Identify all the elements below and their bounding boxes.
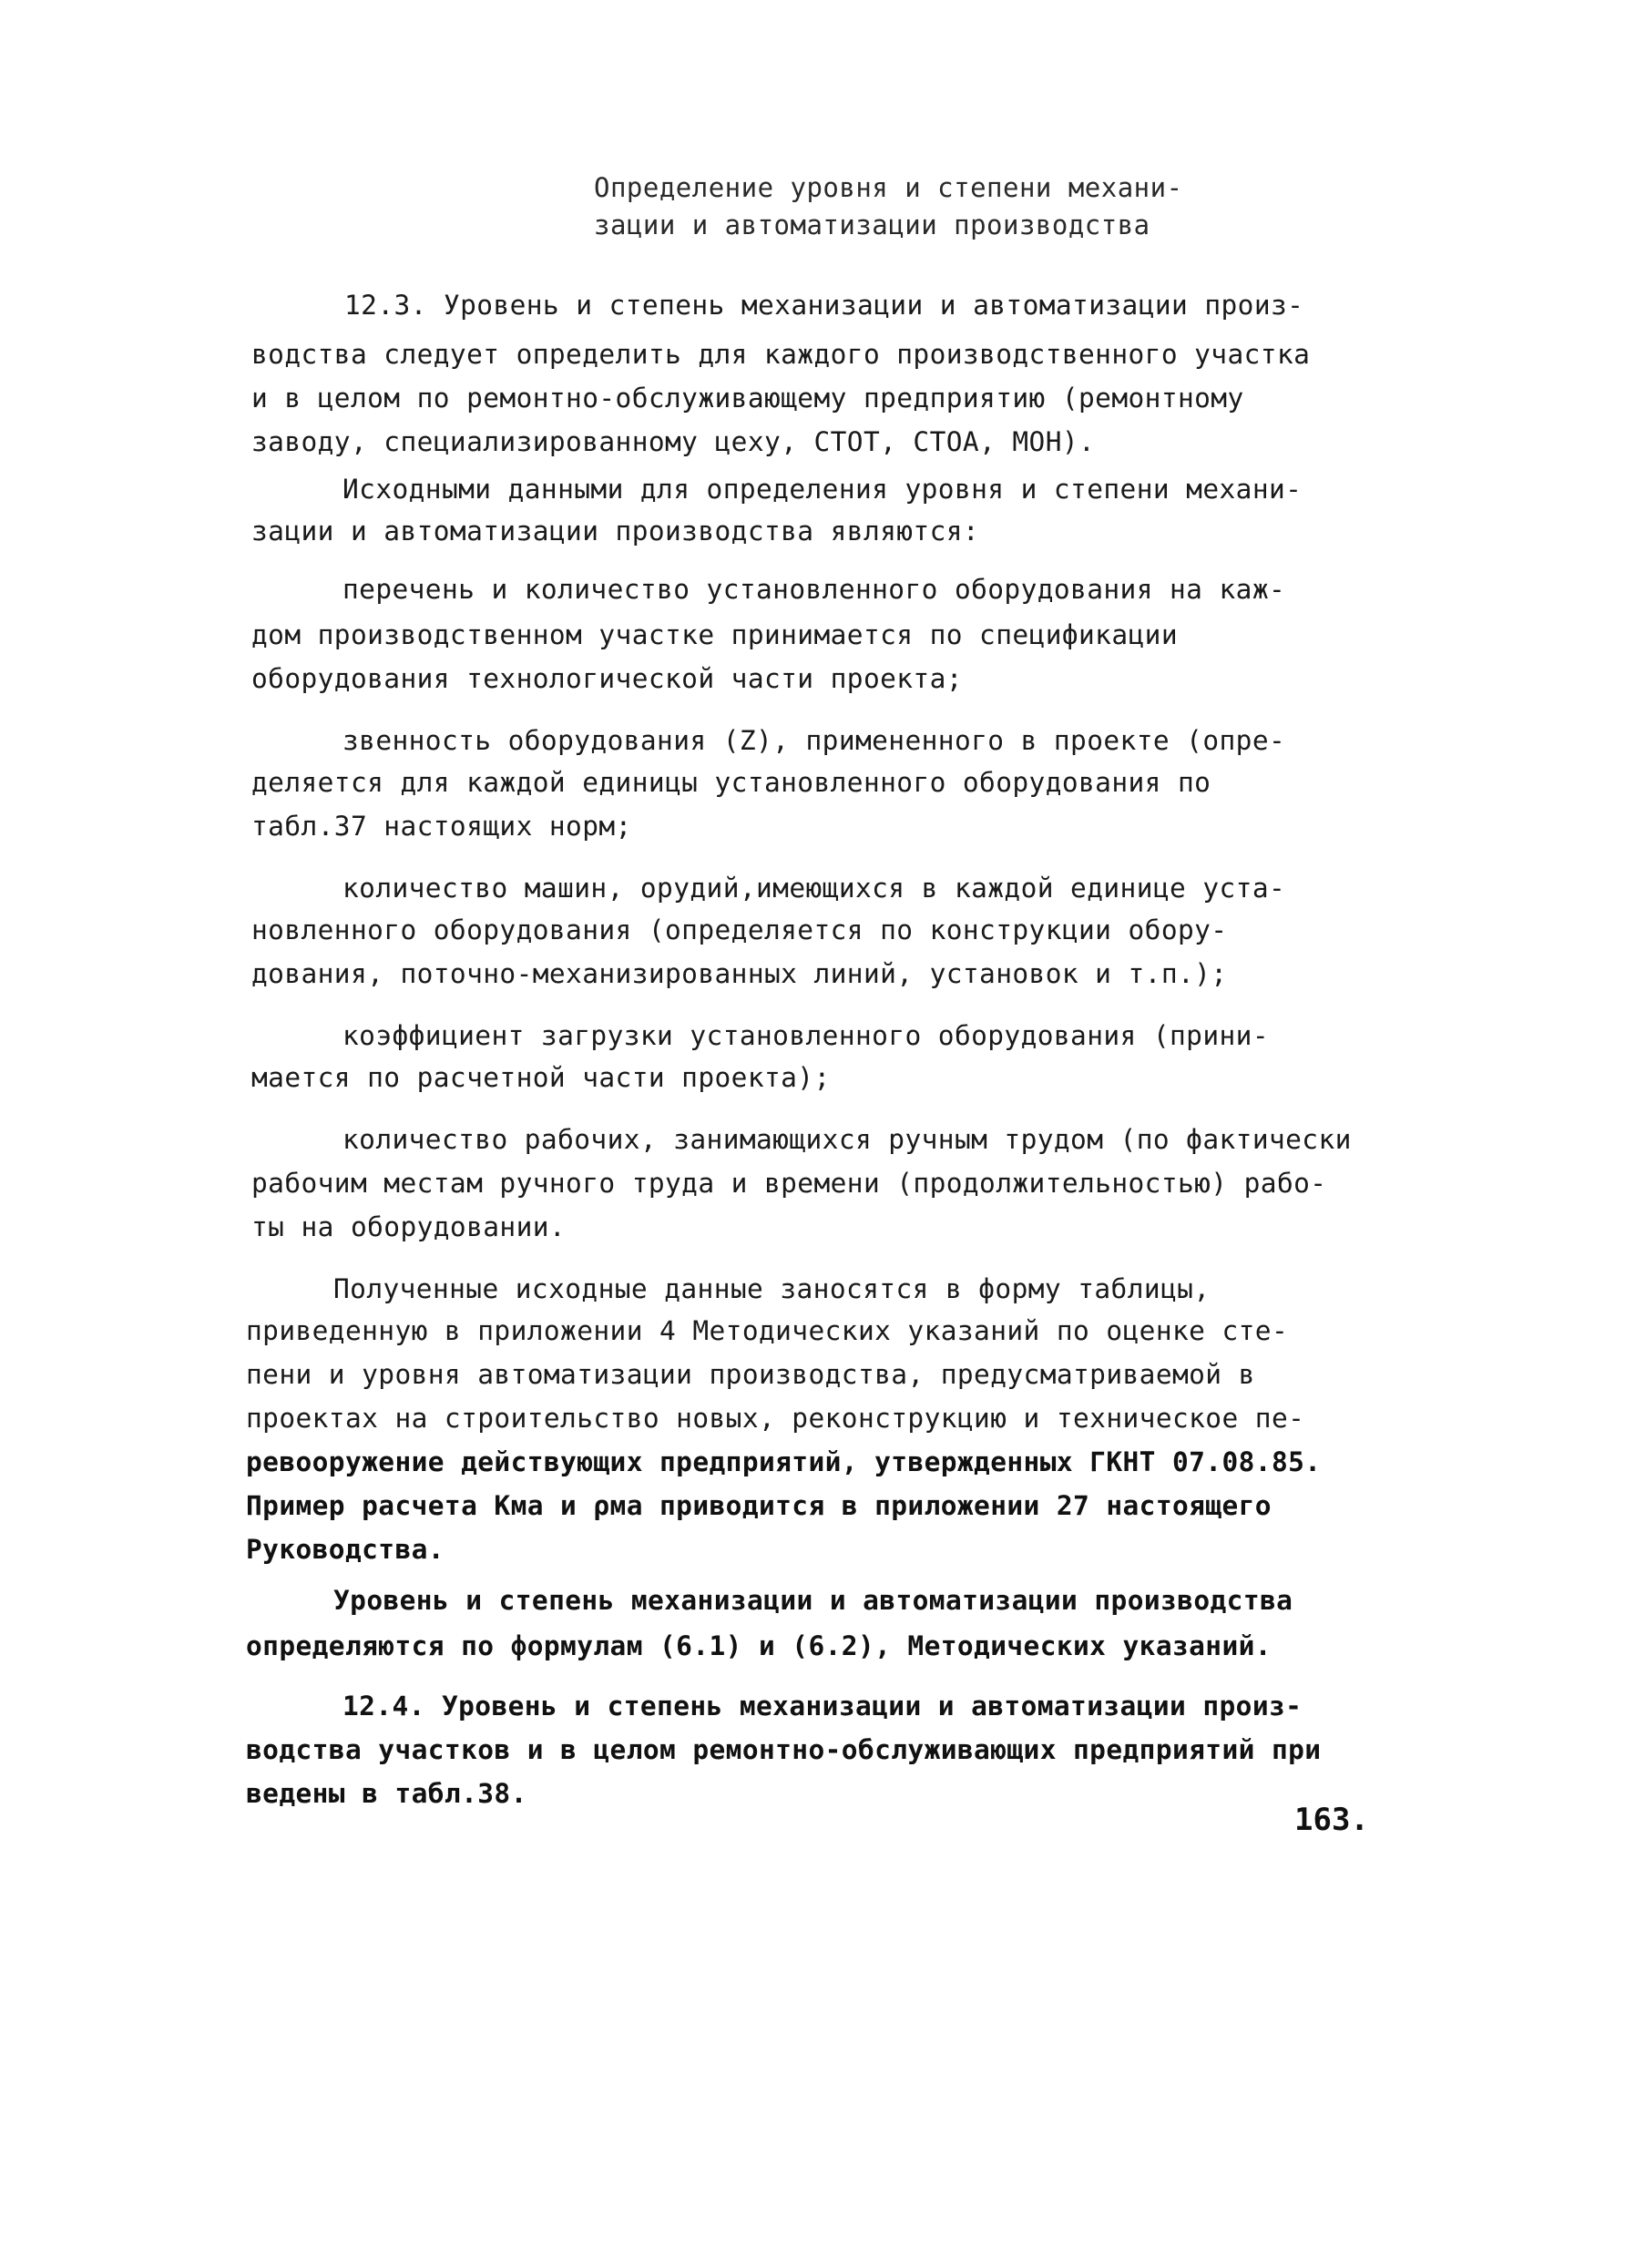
list-item-line: дования, поточно-механизированных линий, установок и т.п.); [251, 958, 1228, 989]
paragraph-line: заводу, специализированному цеху, СТОТ, СТОА, МОН). [251, 426, 1096, 457]
paragraph-line: водства следует определить для каждого производственного участка [251, 339, 1311, 370]
paragraph-line: 12.3. Уровень и степень механизации и автоматизации произ- [344, 290, 1304, 321]
list-item-line: коэффициент загрузки установленного оборудования (прини- [342, 1020, 1269, 1051]
paragraph-line: ревооружение действующих предприятий, утвержденных ГКНТ 07.08.85. [246, 1446, 1322, 1477]
list-item-line: мается по расчетной части проекта); [251, 1062, 831, 1093]
paragraph-line: пени и уровня автоматизации производства, предусматриваемой в [246, 1359, 1255, 1390]
list-item-line: ты на оборудовании. [251, 1211, 567, 1242]
list-item-line: оборудования технологической части проекта; [251, 663, 963, 694]
list-item-line: количество рабочих, занимающихся ручным трудом (по фактически [342, 1124, 1352, 1155]
paragraph-line: ведены в табл.38. [246, 1778, 527, 1809]
paragraph-line: приведенную в приложении 4 Методических указаний по оценке сте- [246, 1315, 1289, 1346]
section-heading-line-2: зации и автоматизации производства [594, 209, 1150, 240]
paragraph-line: Пример расчета Кма и ρма приводится в приложении 27 настоящего [246, 1490, 1272, 1521]
list-item-line: звенность оборудования (Z), примененного в проекте (опре- [342, 725, 1286, 756]
page-number: 163. [1294, 1802, 1369, 1838]
section-heading [594, 169, 1323, 244]
paragraph-line: водства участков и в целом ремонтно-обслуживающих предприятий при [246, 1734, 1322, 1765]
list-item-line: рабочим местам ручного труда и времени (продолжительностью) рабо- [251, 1168, 1327, 1199]
paragraph-line: Уровень и степень механизации и автоматизации производства [333, 1585, 1293, 1616]
paragraph-line: зации и автоматизации производства являются: [251, 516, 980, 547]
paragraph-line: 12.4. Уровень и степень механизации и автоматизации произ- [342, 1691, 1303, 1721]
paragraph-line: Полученные исходные данные заносятся в форму таблицы, [333, 1273, 1211, 1304]
paragraph-line: Руководства. [246, 1534, 445, 1565]
list-item-line: табл.37 настоящих норм; [251, 811, 632, 842]
paragraph-line: и в целом по ремонтно-обслуживающему предприятию (ремонтному [251, 383, 1244, 414]
list-item-line: перечень и количество установленного оборудования на каж- [342, 574, 1286, 605]
paragraph-line: Исходными данными для определения уровня и степени механи- [342, 474, 1303, 505]
paragraph-line: определяются по формулам (6.1) и (6.2), Методических указаний. [246, 1630, 1272, 1661]
list-item-line: новленного оборудования (определяется по конструкции обору- [251, 914, 1228, 945]
list-item-line: деляется для каждой единицы установленного оборудования по [251, 767, 1211, 798]
paragraph-line: проектах на строительство новых, реконструкцию и техническое пе- [246, 1403, 1305, 1434]
section-heading-line-1: Определение уровня и степени механи- [594, 172, 1183, 203]
list-item-line: количество машин, орудий,имеющихся в каждой единице уста- [342, 873, 1286, 904]
list-item-line: дом производственном участке принимается по спецификации [251, 619, 1178, 650]
